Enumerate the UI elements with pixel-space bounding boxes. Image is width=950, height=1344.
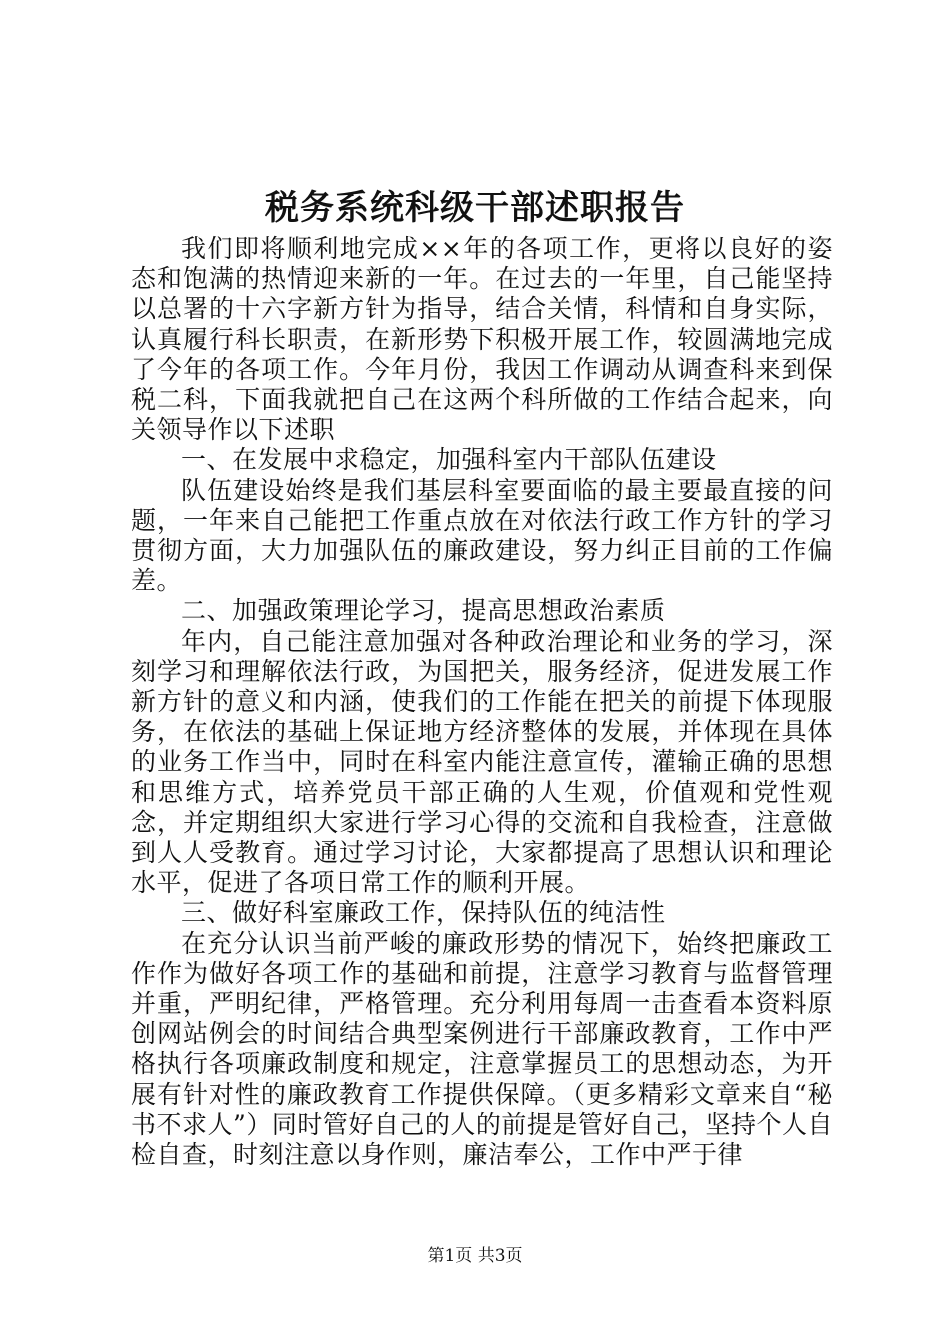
section-heading-3: 三、做好科室廉政工作，保持队伍的纯洁性 bbox=[181, 898, 666, 928]
document-title: 税务系统科级干部述职报告 bbox=[265, 188, 685, 228]
document-body bbox=[131, 234, 833, 1170]
section-heading-2: 二、加强政策理论学习，提高思想政治素质 bbox=[181, 596, 666, 626]
page-footer: 第1页 共3页 bbox=[427, 1246, 523, 1266]
section-2-paragraph: 年内，自己能注意加强对各种政治理论和业务的学习，深刻学习和理解依法行政，为国把关，服务经济，促进发展工作新方针的意义和内涵，使我们的工作能在把关的前提下体现服务，在依法的基础上保证地方经济整体的发展，并体现在具体的业务工作当中，同时在科室内能注意宣传，灌输正确的思想和思维方式，培养党员干部正确的人生观，价值观和党性观念，并定期组织大家进行学习心得的交流和自我检查，注意做到人人受教育。通过学习讨论，大家都提高了思想认识和理论水平，促进了各项日常工作的顺利开展。 bbox=[131, 626, 833, 898]
intro-paragraph: 我们即将顺利地完成××年的各项工作，更将以良好的姿态和饱满的热情迎来新的一年。在过去的一年里，自己能坚持以总署的十六字新方针为指导，结合关情，科情和自身实际，认真履行科长职责，在新形势下积极开展工作，较圆满地完成了今年的各项工作。今年月份，我因工作调动从调查科来到保税二科，下面我就把自己在这两个科所做的工作结合起来，向关领导作以下述职 bbox=[131, 234, 833, 445]
section-1-paragraph: 队伍建设始终是我们基层科室要面临的最主要最直接的问题，一年来自己能把工作重点放在对依法行政工作方针的学习贯彻方面，大力加强队伍的廉政建设，努力纠正目前的工作偏差。 bbox=[131, 475, 833, 596]
section-heading-1: 一、在发展中求稳定，加强科室内干部队伍建设 bbox=[181, 445, 717, 475]
section-3-paragraph: 在充分认识当前严峻的廉政形势的情况下，始终把廉政工作作为做好各项工作的基础和前提，注意学习教育与监督管理并重，严明纪律，严格管理。充分利用每周一击查看本资料原创网站例会的时间结合典型案例进行干部廉政教育，工作中严格执行各项廉政制度和规定，注意掌握员工的思想动态，为开展有针对性的廉政教育工作提供保障。（更多精彩文章来自“秘书不求人”）同时管好自己的人的前提是管好自己，坚持个人自检自查，时刻注意以身作则，廉洁奉公，工作中严于律 bbox=[131, 928, 833, 1170]
